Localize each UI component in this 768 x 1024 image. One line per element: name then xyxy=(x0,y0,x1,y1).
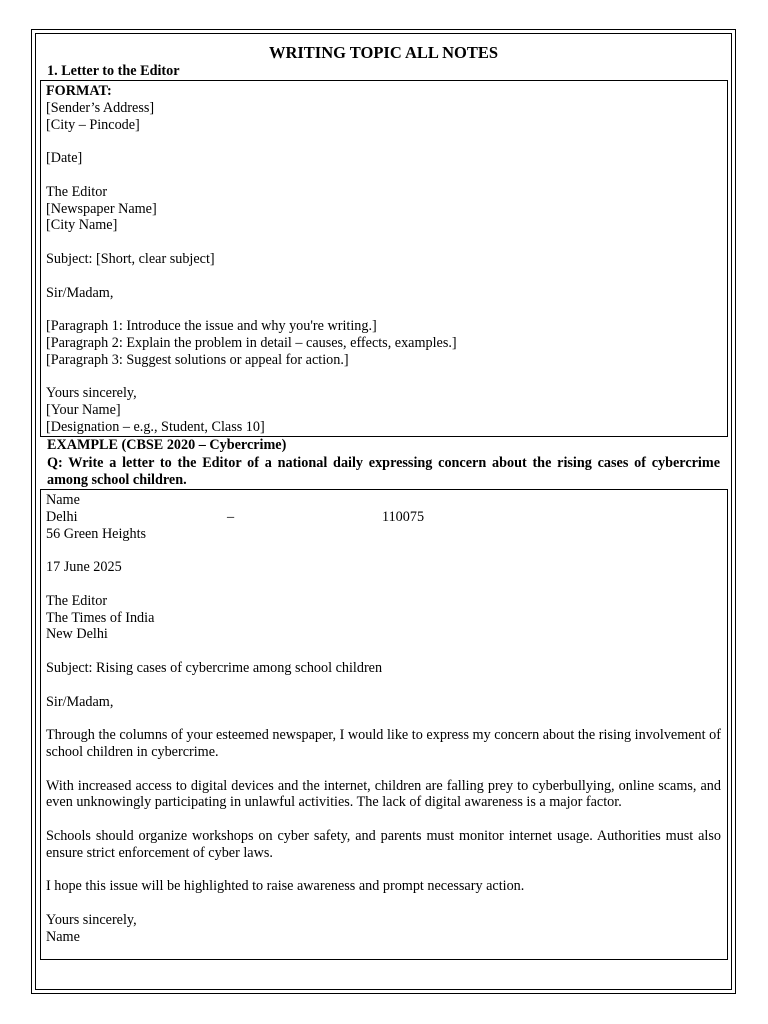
letter-paragraph-3: Schools should organize workshops on cyber safety, and parents must monitor internet usage. Authorities must also ensure strict enforcement of cyber laws. xyxy=(46,827,721,861)
format-newspaper: [Newspaper Name] xyxy=(46,200,157,217)
example-letter-box xyxy=(40,489,728,960)
format-editor: The Editor xyxy=(46,183,108,200)
format-box xyxy=(40,80,728,437)
section-heading: 1. Letter to the Editor xyxy=(47,63,180,79)
letter-closing: Yours sincerely, xyxy=(46,911,137,928)
format-closing: Yours sincerely, xyxy=(46,385,137,402)
example-heading: EXAMPLE (CBSE 2020 – Cybercrime) xyxy=(47,437,287,453)
format-city-name: [City Name] xyxy=(46,217,118,234)
format-paragraph-2: [Paragraph 2: Explain the problem in detail – causes, effects, examples.] xyxy=(46,334,457,351)
format-paragraph-1: [Paragraph 1: Introduce the issue and why you're writing.] xyxy=(46,318,377,335)
format-heading: FORMAT: xyxy=(46,83,112,99)
letter-newspaper: The Times of India xyxy=(46,609,155,626)
letter-paragraph-4: I hope this issue will be highlighted to raise awareness and prompt necessary action. xyxy=(46,878,525,895)
letter-paragraph-1: Through the columns of your esteemed newspaper, I would like to express my concern about the rising involvement of school children in cybercrime. xyxy=(46,727,721,760)
format-date: [Date] xyxy=(46,150,83,167)
format-city-pincode: [City – Pincode] xyxy=(46,116,140,133)
letter-pincode: 110075 xyxy=(382,508,425,525)
letter-salutation: Sir/Madam, xyxy=(46,693,114,710)
letter-editor: The Editor xyxy=(46,592,108,609)
format-designation: [Designation – e.g., Student, Class 10] xyxy=(46,418,265,435)
letter-street: 56 Green Heights xyxy=(46,525,147,542)
letter-signature-name: Name xyxy=(46,928,80,945)
format-subject: Subject: [Short, clear subject] xyxy=(46,250,215,267)
format-paragraph-3: [Paragraph 3: Suggest solutions or appeal for action.] xyxy=(46,351,349,368)
letter-paragraph-2: With increased access to digital devices and the internet, children are falling prey to cyberbullying, online scams, and even unknowingly participating in unlawful activities. The lack of digital awareness is a major factor. xyxy=(46,777,721,811)
format-salutation: Sir/Madam, xyxy=(46,284,114,301)
letter-city-row xyxy=(46,509,721,526)
example-question: Q: Write a letter to the Editor of a national daily expressing concern about the rising cases of cybercrime among school children. xyxy=(47,455,720,488)
letter-date: 17 June 2025 xyxy=(46,559,122,576)
letter-city: Delhi xyxy=(46,508,78,525)
format-sender-address: [Sender’s Address] xyxy=(46,99,155,116)
letter-city-name: New Delhi xyxy=(46,626,108,643)
format-your-name: [Your Name] xyxy=(46,402,121,419)
letter-subject: Subject: Rising cases of cybercrime among school children xyxy=(46,659,383,676)
page-title: WRITING TOPIC ALL NOTES xyxy=(268,43,499,62)
letter-dash: – xyxy=(227,508,235,525)
letter-sender-name: Name xyxy=(46,492,80,508)
